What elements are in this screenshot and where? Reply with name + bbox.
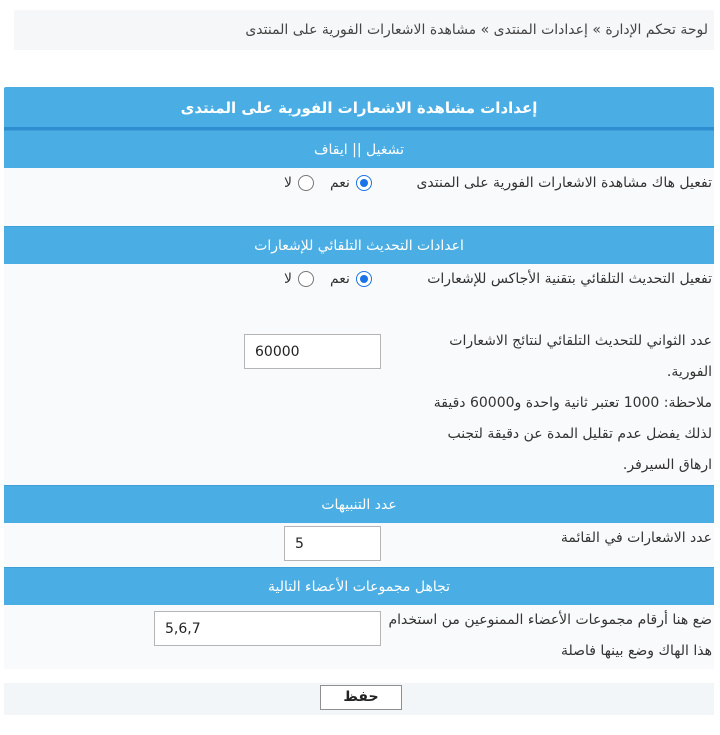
ajax-update-no-radio[interactable] (298, 271, 314, 287)
update-seconds-input[interactable] (244, 334, 381, 369)
ignore-groups-row (4, 605, 714, 669)
enable-hack-row (4, 168, 714, 226)
enable-hack-yes-radio[interactable] (356, 175, 372, 191)
update-note: ملاحظة: 1000 تعتبر ثانية واحدة و60000 دقيقة لذلك يفضل عدم تقليل المدة عن دقيقة لتجنب ارهاق السيرفر. (433, 395, 712, 473)
page-title: إعدادات مشاهدة الاشعارات الفورية على المنتدى (4, 87, 714, 130)
save-button[interactable]: حفظ (320, 685, 402, 710)
ignore-groups-label: ضع هنا أرقام مجموعات الأعضاء الممنوعين من استخدام هذا الهاك وضع بينها فاصلة (388, 612, 712, 659)
alerts-count-input[interactable] (284, 526, 381, 561)
form-footer (4, 683, 714, 715)
breadcrumb: لوحة تحكم الإدارة » إعدادات المنتدى » مشاهدة الاشعارات الفورية على المنتدى (14, 10, 714, 50)
ajax-update-radio-group (274, 267, 372, 291)
auto-update-row (4, 264, 714, 485)
ajax-update-yes-label: نعم (329, 271, 350, 287)
section-header-alerts: عدد التنبيهات (4, 485, 714, 523)
enable-hack-radio-group (274, 171, 372, 195)
ajax-update-yes-radio[interactable] (356, 271, 372, 287)
section-header-toggle: تشغيل || ايقاف (4, 130, 714, 168)
ajax-update-label: تفعيل التحديث التلقائي بتقنية الأجاكس للإشعارات (427, 271, 712, 287)
section-header-ignore-groups: تجاهل مجموعات الأعضاء التالية (4, 567, 714, 605)
ajax-update-no-label: لا (284, 271, 292, 287)
enable-hack-no-label: لا (284, 175, 292, 191)
alerts-count-row (4, 523, 714, 567)
alerts-count-label: عدد الاشعارات في القائمة (560, 530, 712, 546)
update-seconds-label: عدد الثواني للتحديث التلقائي لنتائج الاشعارات الفورية. (449, 333, 712, 380)
section-header-auto-update: اعدادات التحديث التلقائي للإشعارات (4, 226, 714, 264)
enable-hack-no-radio[interactable] (298, 175, 314, 191)
ignore-groups-input[interactable] (154, 611, 381, 646)
enable-hack-yes-label: نعم (329, 175, 350, 191)
settings-panel (4, 87, 714, 669)
enable-hack-label: تفعيل هاك مشاهدة الاشعارات الفورية على المنتدى (416, 175, 712, 191)
